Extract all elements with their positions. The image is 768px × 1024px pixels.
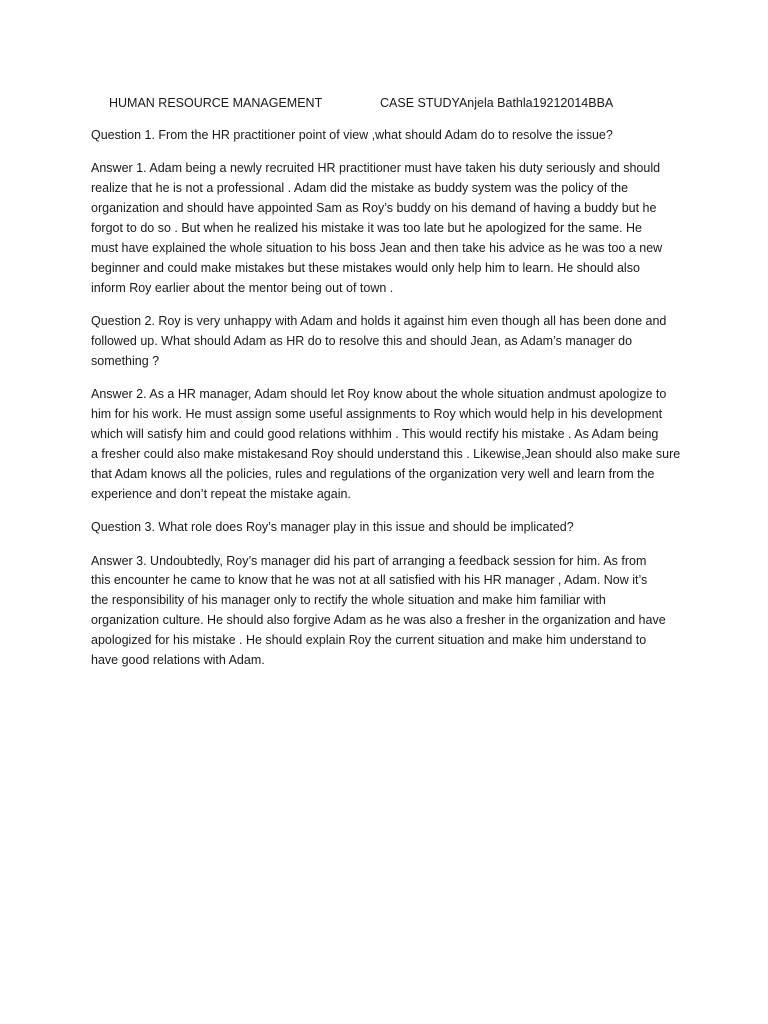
text-line: inform Roy earlier about the mentor being out of town . bbox=[91, 280, 394, 295]
text-line: followed up. What should Adam as HR do to resolve this and should Jean, as Adam’s manager do bbox=[91, 334, 633, 349]
text-line: beginner and could make mistakes but these mistakes would only help him to learn. He should also bbox=[91, 260, 640, 275]
text-line: that Adam knows all the policies, rules and regulations of the organization very well and learn from the bbox=[91, 466, 655, 481]
question-3 bbox=[91, 518, 679, 538]
text-line: the responsibility of his manager only to rectify the whole situation and make him familiar with bbox=[91, 593, 606, 608]
text-line: organization and should have appointed Sam as Roy’s buddy on his demand of having a buddy but he bbox=[91, 201, 657, 216]
text-line: a fresher could also make mistakesand Roy should understand this . Likewise,Jean should also make sure bbox=[91, 446, 681, 461]
question-1 bbox=[91, 126, 679, 146]
text-line: Question 2. Roy is very unhappy with Adam and holds it against him even though all has been done and bbox=[91, 314, 667, 329]
text-line: Question 3. What role does Roy’s manager play in this issue and should be implicated? bbox=[91, 520, 574, 535]
text-line: which will satisfy him and could good relations withhim . This would rectify his mistake . As Adam being bbox=[91, 427, 659, 442]
text-line: this encounter he came to know that he was not at all satisfied with his HR manager , Adam. Now it’s bbox=[91, 573, 648, 588]
text-line: experience and don’t repeat the mistake again. bbox=[91, 486, 351, 501]
text-line: Answer 1. Adam being a newly recruited HR practitioner must have taken his duty seriously and should bbox=[91, 161, 661, 176]
answer-2 bbox=[91, 385, 679, 504]
answer-3 bbox=[91, 552, 679, 671]
case-study-author-line: CASE STUDYAnjela Bathla19212014BBA bbox=[380, 96, 614, 110]
answer-1 bbox=[91, 159, 679, 298]
text-line: him for his work. He must assign some useful assignments to Roy which would help in his development bbox=[91, 407, 663, 422]
text-line: Question 1. From the HR practitioner point of view ,what should Adam do to resolve the issue? bbox=[91, 128, 613, 142]
question-2 bbox=[91, 312, 679, 372]
text-line: have good relations with Adam. bbox=[91, 652, 265, 667]
text-line: Answer 2. As a HR manager, Adam should let Roy know about the whole situation andmust apologize to bbox=[91, 387, 667, 402]
text-line: must have explained the whole situation to his boss Jean and then take his advice as he was too a new bbox=[91, 240, 663, 255]
text-line: Answer 3. Undoubtedly, Roy’s manager did his part of arranging a feedback session for him. As from bbox=[91, 553, 647, 568]
text-line: apologized for his mistake . He should explain Roy the current situation and make him understand to bbox=[91, 633, 647, 648]
text-line: something ? bbox=[91, 353, 160, 368]
document-header bbox=[109, 94, 709, 112]
document-body bbox=[91, 126, 679, 684]
text-line: organization culture. He should also forgive Adam as he was also a fresher in the organization and have bbox=[91, 613, 666, 628]
text-line: realize that he is not a professional . Adam did the mistake as buddy system was the policy of the bbox=[91, 181, 629, 196]
course-title: HUMAN RESOURCE MANAGEMENT bbox=[109, 96, 323, 110]
text-line: forgot to do so . But when he realized his mistake it was too late but he apologized for the same. He bbox=[91, 221, 643, 236]
